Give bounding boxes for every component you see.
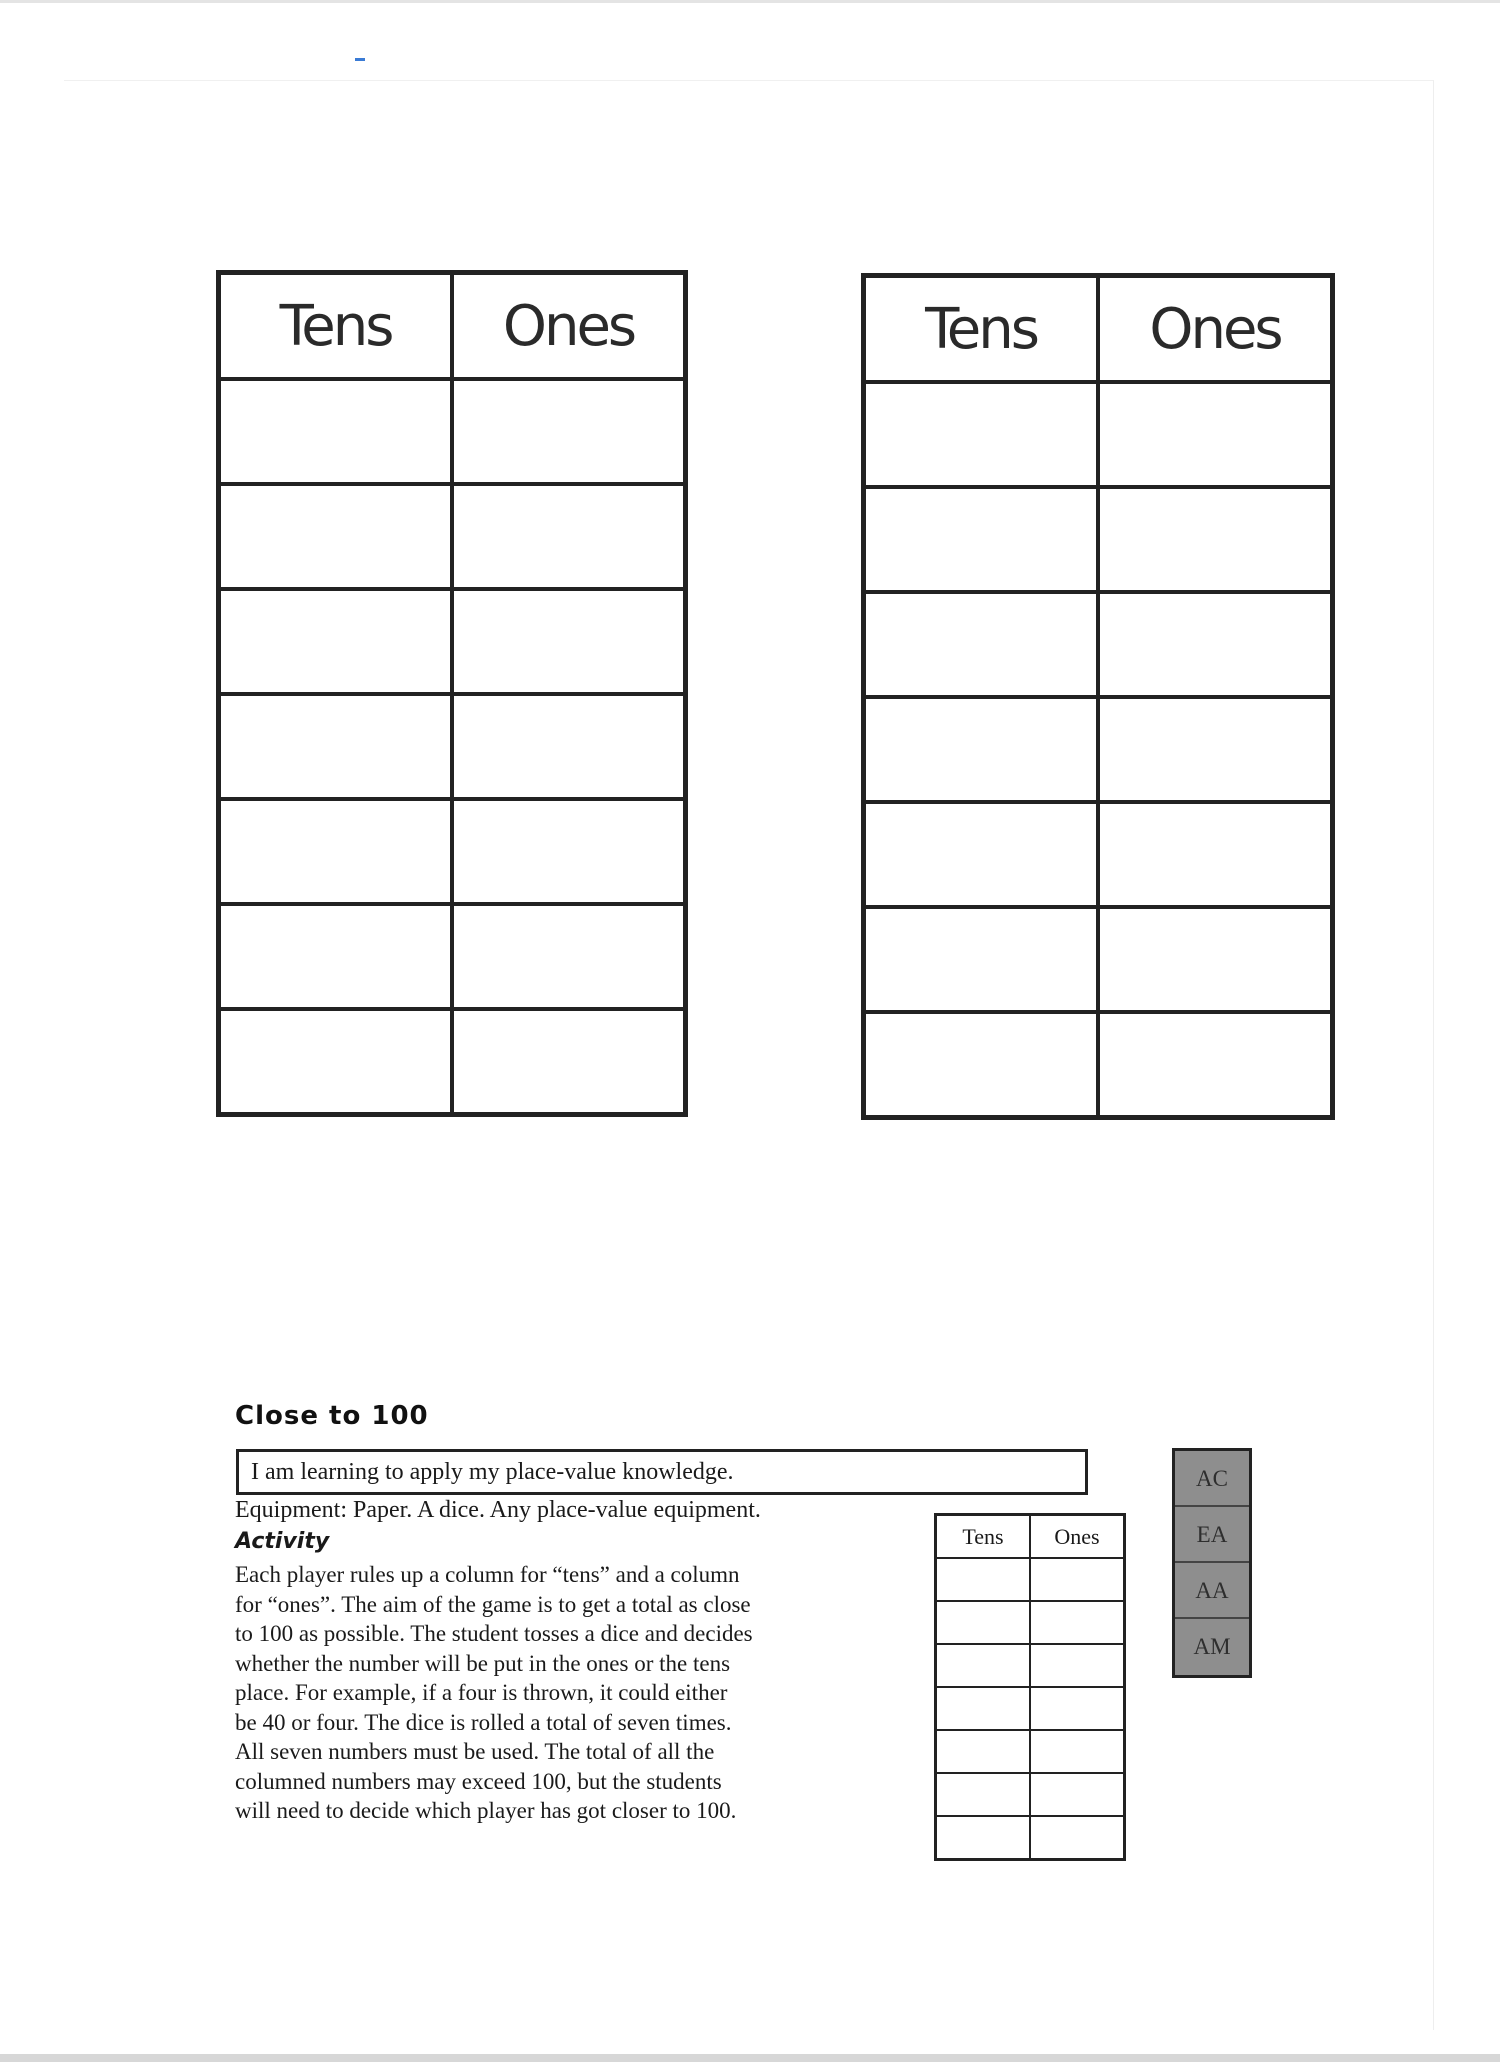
- place-value-chart-left: [216, 270, 688, 1117]
- ones-cell: [1030, 1644, 1125, 1687]
- chart-row: [219, 589, 686, 694]
- tens-cell[interactable]: [219, 484, 453, 589]
- ones-cell[interactable]: [452, 589, 686, 694]
- activity-line: for “ones”. The aim of the game is to get a total as close: [235, 1591, 751, 1617]
- ones-cell[interactable]: [1098, 907, 1333, 1012]
- chart-row: [219, 484, 686, 589]
- tens-cell[interactable]: [864, 592, 1099, 697]
- ones-cell[interactable]: [452, 904, 686, 1009]
- tens-header: Tens: [864, 276, 1099, 383]
- ones-cell[interactable]: [1098, 697, 1333, 802]
- example-row: [936, 1773, 1125, 1816]
- activity-line: be 40 or four. The dice is rolled a total of seven times.: [235, 1709, 732, 1735]
- place-value-chart-right: [861, 273, 1335, 1120]
- tens-cell[interactable]: [864, 487, 1099, 592]
- tens-cell[interactable]: [864, 1012, 1099, 1118]
- stage-ac: AC: [1175, 1451, 1249, 1507]
- example-header-row: [936, 1515, 1125, 1559]
- activity-line: columned numbers may exceed 100, but the students: [235, 1768, 722, 1794]
- chart-row: [864, 1012, 1333, 1118]
- tens-cell: [936, 1601, 1031, 1644]
- scan-top-edge: [0, 0, 1500, 3]
- tens-cell[interactable]: [864, 907, 1099, 1012]
- ones-cell[interactable]: [1098, 487, 1333, 592]
- stage-am: AM: [1193, 1634, 1231, 1659]
- chart-row: [219, 694, 686, 799]
- activity-line: Each player rules up a column for “tens” and a column: [235, 1562, 740, 1587]
- tens-cell[interactable]: [864, 802, 1099, 907]
- ones-cell: [1030, 1816, 1125, 1860]
- chart-row: [219, 799, 686, 904]
- tens-header: Tens: [936, 1515, 1031, 1559]
- tens-cell[interactable]: [219, 1009, 453, 1115]
- activity-line: will need to decide which player has got closer to 100.: [235, 1798, 737, 1823]
- scan-bottom-edge: [0, 2054, 1500, 2062]
- tens-cell[interactable]: [219, 379, 453, 484]
- chart-row: [864, 382, 1333, 487]
- ones-cell[interactable]: [1098, 1012, 1333, 1118]
- activity-title: Close to 100: [235, 1401, 429, 1431]
- example-row: [936, 1687, 1125, 1730]
- activity-line: whether the number will be put in the ones or the tens: [235, 1650, 731, 1676]
- tens-cell: [936, 1687, 1031, 1730]
- chart-row: [864, 487, 1333, 592]
- activity-heading: Activity: [235, 1529, 330, 1554]
- ones-header: Ones: [1098, 276, 1333, 383]
- tens-cell: [936, 1773, 1031, 1816]
- example-row: [936, 1816, 1125, 1860]
- ones-cell: [1030, 1773, 1125, 1816]
- example-row: [936, 1730, 1125, 1773]
- chart-row: [219, 904, 686, 1009]
- ones-cell[interactable]: [1098, 802, 1333, 907]
- chart-row: [864, 907, 1333, 1012]
- ones-cell[interactable]: [1098, 592, 1333, 697]
- ones-cell[interactable]: [452, 694, 686, 799]
- example-row: [936, 1558, 1125, 1601]
- tens-cell[interactable]: [864, 697, 1099, 802]
- ones-cell[interactable]: [452, 484, 686, 589]
- ones-header: Ones: [1030, 1515, 1125, 1559]
- activity-line: to 100 as possible. The student tosses a dice and decides: [235, 1621, 753, 1646]
- chart-header-row: [864, 276, 1333, 383]
- activity-line: place. For example, if a four is thrown, it could either: [235, 1680, 728, 1705]
- ones-cell[interactable]: [1098, 382, 1333, 487]
- chart-row: [864, 802, 1333, 907]
- chart-header-row: [219, 273, 686, 380]
- stage-ea: EA: [1175, 1507, 1249, 1563]
- learning-objective: I am learning to apply my place-value knowledge.: [236, 1449, 1088, 1495]
- ones-cell[interactable]: [452, 1009, 686, 1115]
- tens-cell[interactable]: [864, 382, 1099, 487]
- stage-indicator: [1172, 1448, 1252, 1678]
- chart-row: [864, 592, 1333, 697]
- equipment-text: Equipment: Paper. A dice. Any place-value equipment.: [235, 1497, 761, 1523]
- tens-cell: [936, 1558, 1031, 1601]
- chart-row: [219, 379, 686, 484]
- ones-header: Ones: [452, 273, 686, 380]
- activity-line: All seven numbers must be used. The total of all the: [235, 1739, 715, 1764]
- tens-cell[interactable]: [219, 904, 453, 1009]
- tens-cell[interactable]: [219, 589, 453, 694]
- ones-cell[interactable]: [452, 379, 686, 484]
- chart-row: [219, 1009, 686, 1115]
- tens-cell[interactable]: [219, 799, 453, 904]
- ones-cell: [1030, 1730, 1125, 1773]
- example-row: [936, 1644, 1125, 1687]
- chart-row: [864, 697, 1333, 802]
- tens-cell[interactable]: [219, 694, 453, 799]
- tens-cell: [936, 1816, 1031, 1860]
- ones-cell: [1030, 1601, 1125, 1644]
- ones-cell[interactable]: [452, 799, 686, 904]
- activity-description: [235, 1560, 915, 1826]
- stage-aa: AA: [1175, 1563, 1249, 1619]
- ones-cell: [1030, 1558, 1125, 1601]
- example-row: [936, 1601, 1125, 1644]
- tens-header: Tens: [219, 273, 453, 380]
- example-place-value-table: [934, 1513, 1126, 1861]
- tens-cell: [936, 1730, 1031, 1773]
- scan-mark: [355, 58, 365, 61]
- tens-cell: [936, 1644, 1031, 1687]
- ones-cell: [1030, 1687, 1125, 1730]
